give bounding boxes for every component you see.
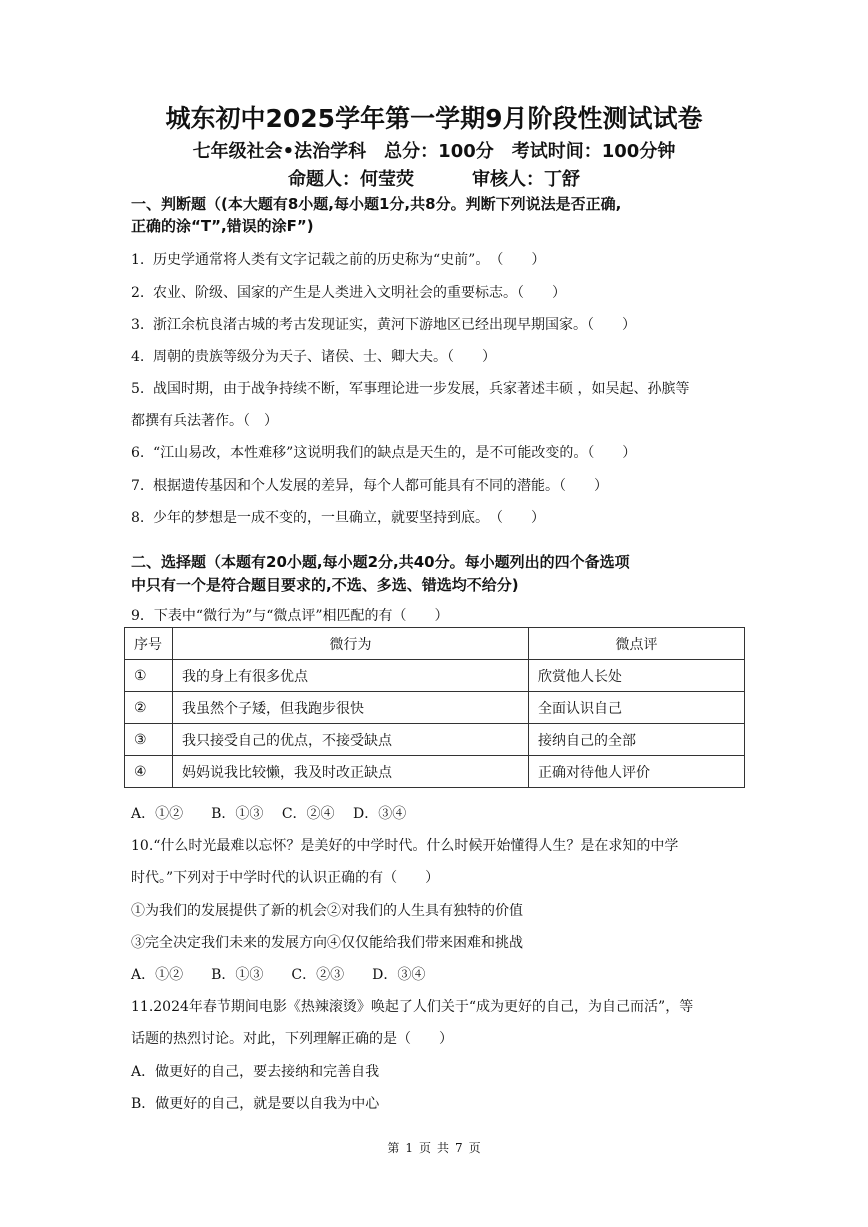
judgment-item: 6. “江山易改，本性难移”这说明我们的缺点是天生的，是不可能改变的。（ ）	[131, 445, 637, 461]
exam-subtitle: 七年级社会•法治学科 总分：100分 考试时间：100分钟	[192, 141, 676, 162]
judgment-item: 2. 农业、阶级、国家的产生是人类进入文明社会的重要标志。（ ）	[131, 285, 566, 301]
table-cell: 全面认识自己	[529, 692, 745, 724]
table-header-cell: 序号	[125, 628, 173, 660]
page-total: 7	[455, 1141, 463, 1155]
table-cell: 我虽然个子矮，但我跑步很快	[173, 692, 529, 724]
judgment-item: 1. 历史学通常将人类有文字记载之前的历史称为“史前”。 （ ）	[131, 252, 546, 268]
question-10-line: ③完全决定我们未来的发展方向④仅仅能给我们带来困难和挑战	[131, 935, 523, 951]
page-footer: 第 1 页 共 7 页	[387, 1141, 481, 1155]
judgment-item-continued: 都撰有兵法著作。（ ）	[131, 413, 278, 429]
table-header-row	[125, 628, 745, 660]
section2-heading-line2: 中只有一个是符合题目要求的,不选、多选、错选均不给分)	[131, 576, 519, 594]
author-name: 命题人：何莹荧	[288, 169, 414, 190]
table-cell: ④	[125, 756, 173, 788]
exam-authors	[0, 168, 868, 192]
reviewer-name: 审核人：丁舒	[472, 169, 580, 190]
table-cell: 正确对待他人评价	[529, 756, 745, 788]
judgment-item: 5. 战国时期，由于战争持续不断，军事理论进一步发展，兵家著述丰硕 ，如吴起、孙膑等	[131, 381, 690, 397]
q9-table	[124, 627, 745, 788]
table-row	[125, 692, 745, 724]
section1-heading-line1: 一、判断题（(本大题有8小题,每小题1分,共8分。判断下列说法是否正确,	[131, 195, 622, 213]
question-11-option-b: B．做更好的自己，就是要以自我为中心	[131, 1096, 380, 1112]
judgment-item: 8. 少年的梦想是一成不变的，一旦确立，就要坚持到底。 （ ）	[131, 510, 545, 526]
table-row	[125, 724, 745, 756]
question-11-line: 话题的热烈讨论。对此，下列理解正确的是（ ）	[131, 1031, 453, 1047]
section2-heading-line1: 二、选择题（本题有20小题,每小题2分,共40分。每小题列出的四个备选项	[131, 553, 630, 571]
judgment-item: 3. 浙江余杭良渚古城的考古发现证实，黄河下游地区已经出现早期国家。（ ）	[131, 317, 636, 333]
table-cell: ①	[125, 660, 173, 692]
question-10-options: A．①② B．①③ C．②③ D．③④	[131, 967, 426, 983]
judgment-item: 7. 根据遗传基因和个人发展的差异，每个人都可能具有不同的潜能。（ ）	[131, 478, 608, 494]
table-cell: ②	[125, 692, 173, 724]
question-10-line: 10.“什么时光最难以忘怀？是美好的中学时代。什么时候开始懂得人生？是在求知的中学	[131, 838, 679, 854]
question-11-line: 11.2024年春节期间电影《热辣滚烫》唤起了人们关于“成为更好的自己，为自己而活”，等	[131, 999, 694, 1015]
question-10-line: ①为我们的发展提供了新的机会②对我们的人生具有独特的价值	[131, 903, 523, 919]
section1-heading-line2: 正确的涂“T”,错误的涂F”)	[131, 217, 314, 235]
table-row	[125, 660, 745, 692]
question-9-options: A．①② B．①③ C．②④ D．③④	[131, 806, 407, 822]
table-cell: 我的身上有很多优点	[173, 660, 529, 692]
page-number: 1	[405, 1141, 413, 1155]
question-11-option-a: A．做更好的自己，要去接纳和完善自我	[131, 1064, 380, 1080]
table-cell: 我只接受自己的优点，不接受缺点	[173, 724, 529, 756]
table-cell: 欣赏他人长处	[529, 660, 745, 692]
judgment-item: 4. 周朝的贵族等级分为天子、诸侯、士、卿大夫。（ ）	[131, 349, 496, 365]
table-row	[125, 756, 745, 788]
table-cell: 接纳自己的全部	[529, 724, 745, 756]
table-header-cell: 微点评	[529, 628, 745, 660]
question-9-stem: 9．下表中“微行为”与“微点评”相匹配的有（ ）	[131, 608, 449, 624]
question-10-line: 时代。”下列对于中学时代的认识正确的有（ ）	[131, 870, 440, 886]
table-cell: ③	[125, 724, 173, 756]
exam-title: 城东初中2025学年第一学期9月阶段性测试试卷	[165, 104, 703, 133]
table-header-cell: 微行为	[173, 628, 529, 660]
table-cell: 妈妈说我比较懒，我及时改正缺点	[173, 756, 529, 788]
